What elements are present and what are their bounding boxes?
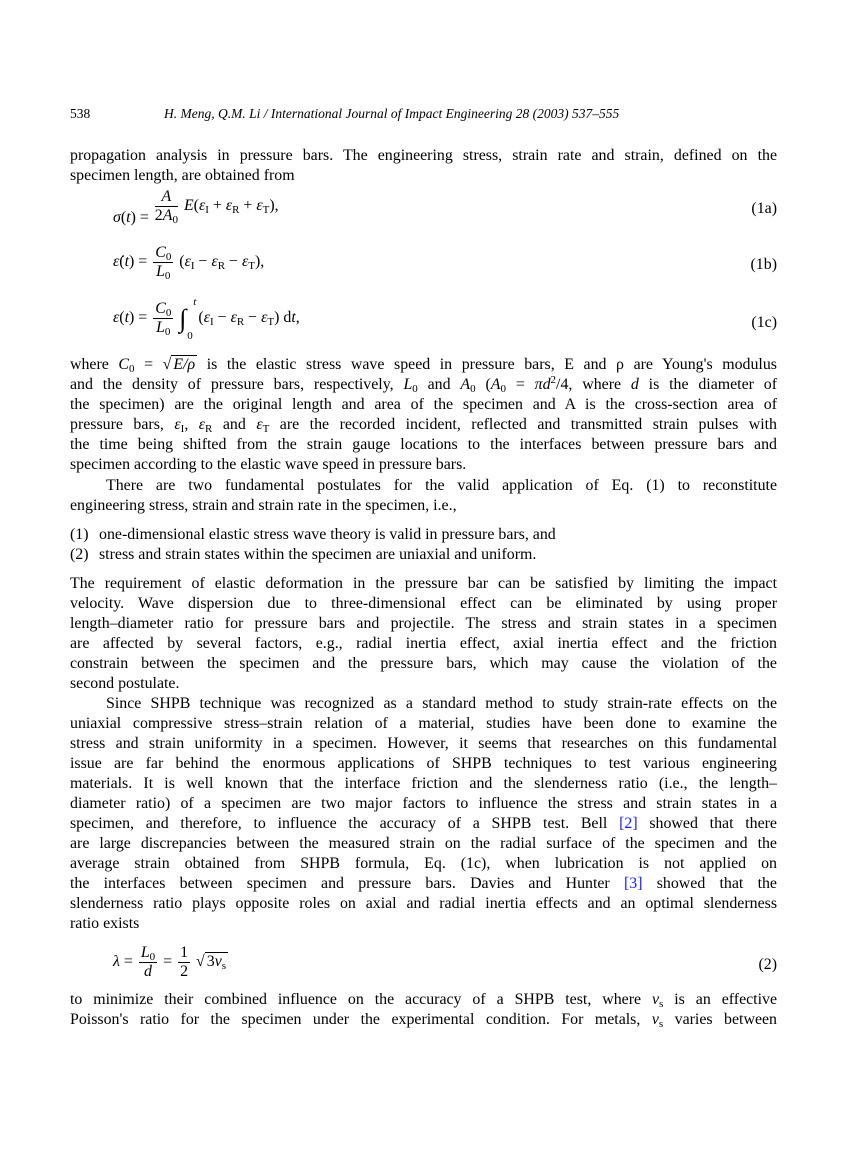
- paragraph-intro: [70, 146, 777, 186]
- text-line: Poisson's ratio for the specimen under the experimental condition. For metals, $\nu_s$ varies between: [70, 1011, 777, 1030]
- equation-1b: ε̇(t) = $\frac{C_0}{L_0}$ $(\varepsilon_I - \varepsilon_R - \varepsilon_T)$, (1b): [113, 244, 777, 282]
- equation-1c: ε(t) = $\frac{C_0}{L_0}$ ∫ t 0 $(\varepsilon_I - \varepsilon_R - \varepsilon_T)$ dt, (1c): [113, 295, 777, 342]
- text-line: the specimen) are the original length and area of the specimen and A is the cross-section area of: [70, 396, 777, 413]
- paragraph-elastic: [70, 574, 777, 694]
- text-line: specimen according to the elastic wave speed in pressure bars.: [70, 456, 467, 473]
- text-line: There are two fundamental postulates for the valid application of Eq. (1) to reconstitute: [106, 477, 777, 494]
- text-line: the interfaces between specimen and pressure bars. Davies and Hunter [3] showed that the: [70, 875, 777, 892]
- postulate-list: [70, 525, 777, 565]
- text-line: are large discrepancies between the measured strain on the radial surface of the specimen and the: [70, 835, 777, 852]
- text-line: are affected by several factors, e.g., radial inertia effect, axial inertia effect and the friction: [70, 635, 777, 652]
- text-line: constrain between the specimen and the pressure bars, which may cause the violation of the: [70, 655, 777, 672]
- text-line: to minimize their combined influence on the accuracy of a SHPB test, where $\nu_s$ is an effective: [70, 991, 777, 1010]
- text-line: and the density of pressure bars, respectively, $L_0$ and $A_0$ ($A_0 = \pi d^2/4$, where d is the diameter of: [70, 374, 778, 395]
- text-line: uniaxial compressive stress–strain relation of a material, studies have been done to examine the: [70, 715, 777, 732]
- equation-label: (1c): [751, 314, 777, 331]
- paragraph-definitions: [70, 355, 777, 475]
- citation-link-3[interactable]: [3]: [623, 875, 643, 892]
- equation-2: λ = $\frac{L_0}{d}$ = $\frac{1}{2}$ √ $3\nu_s$ (2): [113, 944, 777, 980]
- text-line: issue are far behind the enormous applications of SHPB techniques to test various engineering: [70, 755, 777, 772]
- text-line: Since SHPB technique was recognized as a standard method to study strain-rate effects on the: [106, 695, 777, 712]
- paragraph-minimize: [70, 990, 777, 1030]
- equation-1a: σ(t) = $\frac{A}{2A_0}$ $E(\varepsilon_I + \varepsilon_R + \varepsilon_T)$, (1a): [113, 188, 777, 227]
- page-header: [70, 106, 776, 126]
- equation-label: (1b): [750, 256, 777, 273]
- text-line: ratio exists: [70, 915, 140, 932]
- text-line: pressure bars, $\varepsilon_I$, $\varepsilon_R$ and $\varepsilon_T$ are the recorded incident, reflected and transmitted strain pulses with: [70, 416, 777, 435]
- text-line: specimen length, are obtained from: [70, 167, 295, 184]
- text-line: where $C_0$ = √ E/ρ is the elastic stress wave speed in pressure bars, E and ρ are Young's modulus: [70, 356, 777, 375]
- text-line: the time being shifted from the strain gauge locations to the interfaces between pressure bars and: [70, 436, 777, 453]
- paragraph-postulates: [70, 476, 777, 516]
- equation-label: (1a): [751, 200, 777, 217]
- list-item: (2) stress and strain states within the specimen are uniaxial and uniform.: [70, 546, 537, 563]
- citation-link-2[interactable]: [2]: [619, 815, 638, 832]
- text-line: engineering stress, strain and strain rate in the specimen, i.e.,: [70, 497, 457, 514]
- list-item: (1) one-dimensional elastic stress wave theory is valid in pressure bars, and: [70, 526, 556, 543]
- equation-label: (2): [758, 956, 777, 973]
- text-line: velocity. Wave dispersion due to three-dimensional effect can be eliminated by using proper: [70, 595, 777, 612]
- text-line: stress and strain uniformity in a specimen. However, it seems that researches on this fundamental: [70, 735, 777, 752]
- text-line: propagation analysis in pressure bars. The engineering stress, strain rate and strain, defined on the: [70, 147, 777, 164]
- text-line: slenderness ratio plays opposite roles on axial and radial inertia effects and an optimal slenderness: [70, 895, 777, 912]
- page-number: 538: [70, 106, 91, 121]
- paragraph-shpb: [70, 694, 777, 934]
- text-line: average strain obtained from SHPB formula, Eq. (1c), when lubrication is not applied on: [70, 855, 777, 872]
- text-line: materials. It is well known that the interface friction and the slenderness ratio (i.e., the length–: [70, 775, 777, 792]
- text-line: diameter ratio) of a specimen are two major factors to influence the stress and strain states in a: [70, 795, 777, 812]
- running-title: H. Meng, Q.M. Li / International Journal of Impact Engineering 28 (2003) 537–555: [164, 106, 620, 121]
- text-line: second postulate.: [70, 675, 180, 692]
- text-line: specimen, and therefore, to influence the accuracy of a SHPB test. Bell [2] showed that there: [70, 815, 777, 832]
- text-line: The requirement of elastic deformation in the pressure bar can be satisfied by limiting the impact: [70, 575, 777, 592]
- text-line: length–diameter ratio for pressure bars and projectile. The stress and strain states in a specimen: [70, 615, 777, 632]
